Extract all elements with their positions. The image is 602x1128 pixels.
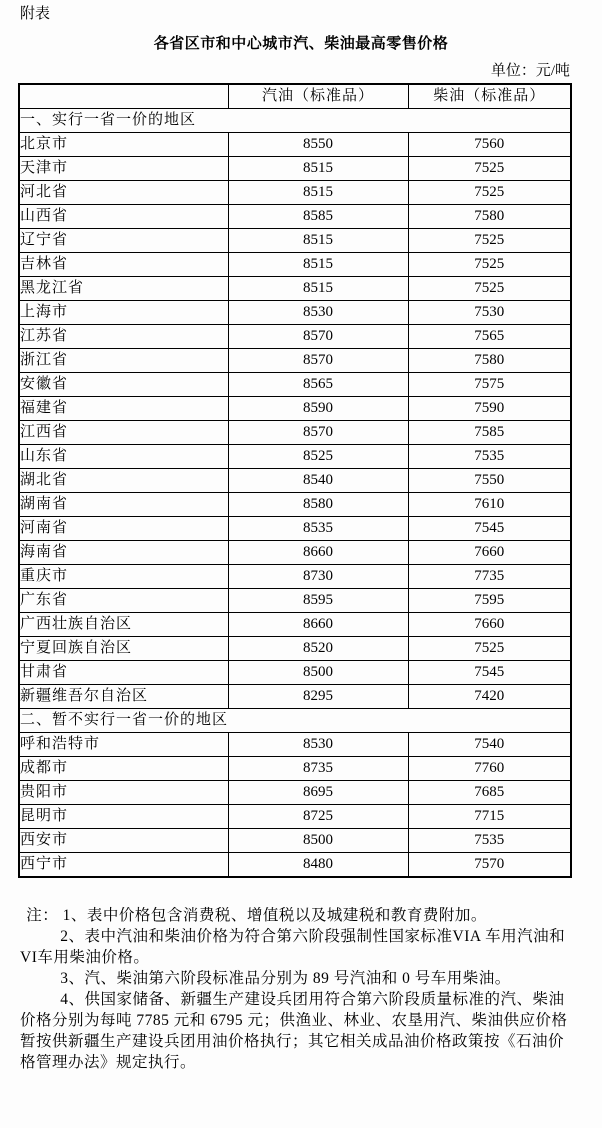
table-row [19,277,571,301]
table-row [19,493,571,517]
diesel-price-cell: 7590 [408,397,571,421]
region-cell: 浙江省 [19,349,228,373]
region-cell: 江西省 [19,421,228,445]
diesel-price-cell: 7585 [408,421,571,445]
gasoline-price-cell: 8540 [228,469,408,493]
gasoline-price-cell: 8730 [228,565,408,589]
section-header-row [19,709,571,733]
diesel-price-cell: 7550 [408,469,571,493]
table-row [19,661,571,685]
diesel-price-cell: 7570 [408,853,571,878]
region-cell: 广西壮族自治区 [19,613,228,637]
region-cell: 甘肃省 [19,661,228,685]
region-cell: 山东省 [19,445,228,469]
table-row [19,469,571,493]
table-row [19,733,571,757]
table-row [19,829,571,853]
table-row [19,181,571,205]
section-title: 二、暂不实行一省一价的地区 [19,709,571,733]
gasoline-price-cell: 8515 [228,277,408,301]
table-row [19,637,571,661]
region-cell: 黑龙江省 [19,277,228,301]
diesel-price-cell: 7545 [408,661,571,685]
table-row [19,253,571,277]
region-cell: 江苏省 [19,325,228,349]
note-line: 3、汽、柴油第六阶段标准品分别为 89 号汽油和 0 号车用柴油。 [60,970,511,987]
table-row [19,781,571,805]
region-cell: 福建省 [19,397,228,421]
gasoline-price-cell: 8550 [228,133,408,157]
table-row [19,613,571,637]
diesel-price-cell: 7525 [408,229,571,253]
region-cell: 山西省 [19,205,228,229]
table-row [19,373,571,397]
price-table-body [19,84,571,877]
gasoline-price-cell: 8500 [228,829,408,853]
gasoline-price-cell: 8535 [228,517,408,541]
diesel-price-cell: 7525 [408,157,571,181]
gasoline-price-cell: 8565 [228,373,408,397]
table-row [19,205,571,229]
table-row [19,805,571,829]
diesel-price-cell: 7660 [408,613,571,637]
section-title: 一、实行一省一价的地区 [19,109,571,133]
gasoline-price-cell: 8585 [228,205,408,229]
gasoline-price-cell: 8530 [228,733,408,757]
region-cell: 湖南省 [19,493,228,517]
diesel-price-cell: 7525 [408,181,571,205]
table-row [19,133,571,157]
note-line: 2、表中汽油和柴油价格为符合第六阶段强制性国家标准VIA 车用汽油和VI车用柴油价格。 [20,928,566,966]
table-row [19,517,571,541]
region-cell: 贵阳市 [19,781,228,805]
table-row [19,349,571,373]
table-row [19,565,571,589]
unit-label: 单位：元/吨 [490,63,570,79]
region-cell: 西宁市 [19,853,228,878]
diesel-price-cell: 7735 [408,565,571,589]
gasoline-price-cell: 8570 [228,325,408,349]
gasoline-price-cell: 8735 [228,757,408,781]
region-cell: 北京市 [19,133,228,157]
price-table [18,83,572,878]
table-row [19,301,571,325]
region-cell: 呼和浩特市 [19,733,228,757]
table-row [19,397,571,421]
diesel-price-cell: 7760 [408,757,571,781]
note-line: 4、供国家储备、新疆生产建设兵团用符合第六阶段质量标准的汽、柴油价格分别为每吨 7785 元和 6795 元；供渔业、林业、农垦用汽、柴油供应价格暂按供新疆生产建设兵团用油价格执行；其它相关成品油价格政策按《石油价格管理办法》规定执行。 [20,991,568,1071]
region-cell: 成都市 [19,757,228,781]
gasoline-price-cell: 8515 [228,229,408,253]
table-row [19,589,571,613]
gasoline-price-cell: 8530 [228,301,408,325]
table-row [19,685,571,709]
diesel-price-cell: 7525 [408,637,571,661]
diesel-price-cell: 7715 [408,805,571,829]
table-row [19,757,571,781]
attachment-label: 附表 [20,6,51,22]
diesel-price-cell: 7580 [408,349,571,373]
diesel-price-cell: 7530 [408,301,571,325]
page-title: 各省区市和中心城市汽、柴油最高零售价格 [153,36,449,52]
gasoline-price-cell: 8660 [228,613,408,637]
gasoline-price-cell: 8595 [228,589,408,613]
diesel-price-cell: 7420 [408,685,571,709]
diesel-price-cell: 7545 [408,517,571,541]
region-cell: 河南省 [19,517,228,541]
region-cell: 安徽省 [19,373,228,397]
gasoline-price-cell: 8590 [228,397,408,421]
gasoline-price-cell: 8660 [228,541,408,565]
region-cell: 西安市 [19,829,228,853]
region-cell: 河北省 [19,181,228,205]
diesel-price-cell: 7525 [408,253,571,277]
diesel-price-cell: 7580 [408,205,571,229]
region-cell: 昆明市 [19,805,228,829]
gasoline-price-cell: 8525 [228,445,408,469]
table-row [19,157,571,181]
gasoline-price-cell: 8725 [228,805,408,829]
diesel-price-cell: 7560 [408,133,571,157]
diesel-price-cell: 7610 [408,493,571,517]
note-line: 注： 1、表中价格包含消费税、增值税以及城建税和教育费附加。 [26,907,487,924]
gasoline-price-cell: 8520 [228,637,408,661]
region-cell: 海南省 [19,541,228,565]
col-header-diesel: 柴油（标准品） [408,84,571,109]
diesel-price-cell: 7535 [408,445,571,469]
region-cell: 广东省 [19,589,228,613]
region-cell: 宁夏回族自治区 [19,637,228,661]
diesel-price-cell: 7565 [408,325,571,349]
diesel-price-cell: 7525 [408,277,571,301]
gasoline-price-cell: 8295 [228,685,408,709]
region-cell: 吉林省 [19,253,228,277]
region-cell: 辽宁省 [19,229,228,253]
gasoline-price-cell: 8695 [228,781,408,805]
gasoline-price-cell: 8515 [228,253,408,277]
notes [20,905,572,1073]
gasoline-price-cell: 8480 [228,853,408,878]
gasoline-price-cell: 8500 [228,661,408,685]
diesel-price-cell: 7575 [408,373,571,397]
region-cell: 湖北省 [19,469,228,493]
table-row [19,853,571,878]
table-header-row [19,84,571,109]
region-cell: 重庆市 [19,565,228,589]
region-cell: 天津市 [19,157,228,181]
col-header-gasoline: 汽油（标准品） [228,84,408,109]
gasoline-price-cell: 8580 [228,493,408,517]
gasoline-price-cell: 8570 [228,349,408,373]
table-row [19,445,571,469]
diesel-price-cell: 7595 [408,589,571,613]
diesel-price-cell: 7660 [408,541,571,565]
table-row [19,421,571,445]
gasoline-price-cell: 8515 [228,157,408,181]
region-cell: 新疆维吾尔自治区 [19,685,228,709]
section-header-row [19,109,571,133]
gasoline-price-cell: 8570 [228,421,408,445]
table-row [19,541,571,565]
table-row [19,325,571,349]
diesel-price-cell: 7540 [408,733,571,757]
diesel-price-cell: 7535 [408,829,571,853]
gasoline-price-cell: 8515 [228,181,408,205]
table-row [19,229,571,253]
region-cell: 上海市 [19,301,228,325]
diesel-price-cell: 7685 [408,781,571,805]
col-header-region [19,84,228,109]
